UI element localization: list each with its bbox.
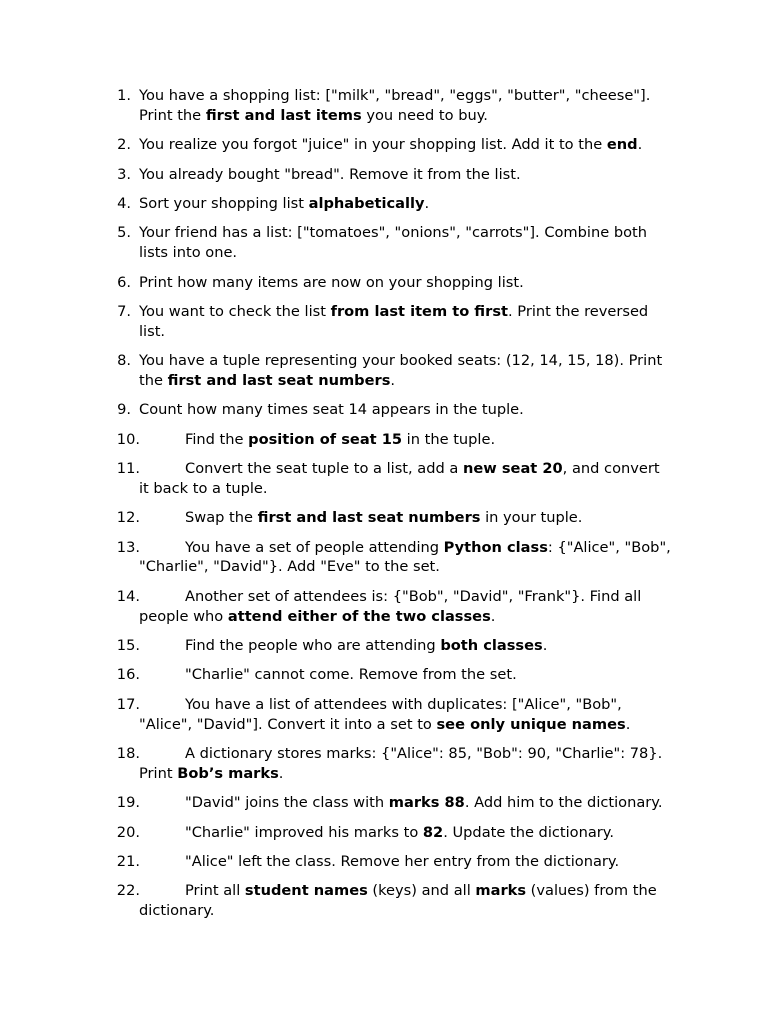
bold-text: new seat 20 <box>463 460 563 478</box>
item-text <box>139 431 495 448</box>
item-text <box>139 224 647 261</box>
item-text <box>139 824 614 841</box>
list-item <box>0 223 768 263</box>
text-run: . <box>424 194 430 212</box>
item-number: 17. <box>116 695 140 713</box>
text-run: "Alice" left the class. Remove her entry from the dictionary. <box>185 852 620 870</box>
text-run: . <box>625 715 631 733</box>
bold-text: marks 88 <box>388 794 465 812</box>
list-item <box>0 351 768 391</box>
text-run: Another set of attendees is: {"Bob", "David", "Frank"}. Find all people who <box>139 587 642 625</box>
item-number: 13. <box>116 538 140 556</box>
text-run: . <box>278 764 284 782</box>
text-run: Convert the seat tuple to a list, add a <box>185 460 464 478</box>
item-text <box>139 352 662 389</box>
text-run: You have a list of attendees with duplicates: ["Alice", "Bob", "Alice", "David"]. Convert it into a set to <box>139 695 622 733</box>
bold-text: attend either of the two classes <box>227 607 491 625</box>
item-text <box>139 460 660 497</box>
item-number: 12. <box>116 509 140 527</box>
text-run: You have a set of people attending <box>185 538 444 556</box>
item-text <box>139 274 524 291</box>
text-run: You want to check the list <box>139 302 331 320</box>
text-run: you need to buy. <box>361 106 488 124</box>
text-run: You have a shopping list: ["milk", "bread", "eggs", "butter", "cheese"]. Print the <box>139 87 651 124</box>
list-item <box>0 823 768 843</box>
text-run: in the tuple. <box>402 430 496 448</box>
text-run: (keys) and all <box>367 882 476 900</box>
item-number: 14. <box>116 587 140 605</box>
item-text <box>139 696 630 733</box>
list-item <box>0 881 768 921</box>
item-text <box>139 666 517 683</box>
list-item <box>0 852 768 872</box>
item-number: 3. <box>117 165 131 183</box>
item-number: 21. <box>116 852 140 870</box>
bold-text: student names <box>244 882 368 900</box>
bold-text: alphabetically <box>308 194 425 212</box>
list-item <box>0 273 768 293</box>
item-text <box>139 853 619 870</box>
item-text <box>139 539 671 576</box>
bold-text: position of seat 15 <box>248 430 403 448</box>
text-run: . Add him to the dictionary. <box>464 794 663 812</box>
list-item <box>0 538 768 578</box>
item-number: 8. <box>117 352 131 370</box>
bold-text: 82 <box>422 823 444 841</box>
item-text <box>139 637 547 654</box>
list-item <box>0 459 768 499</box>
list-item <box>0 665 768 685</box>
text-run: Find the people who are attending <box>185 637 441 655</box>
text-run: Count how many times seat 14 appears in the tuple. <box>139 401 524 419</box>
item-text <box>139 195 429 212</box>
item-number: 2. <box>117 136 131 154</box>
bold-text: from last item to first <box>330 302 508 320</box>
item-number: 5. <box>117 224 131 242</box>
list-item <box>0 165 768 185</box>
exercise-list <box>0 86 768 931</box>
bold-text: see only unique names <box>436 715 626 733</box>
bold-text: marks <box>475 882 527 900</box>
text-run: Swap the <box>185 509 258 527</box>
bold-text: both classes <box>440 637 543 655</box>
item-number: 20. <box>116 823 140 841</box>
item-number: 11. <box>116 460 140 478</box>
text-run: . <box>490 607 496 625</box>
item-number: 15. <box>116 637 140 655</box>
text-run: . Print the reversed list. <box>139 302 649 340</box>
item-text <box>139 401 524 418</box>
text-run: Find the <box>185 430 249 448</box>
text-run: You realize you forgot "juice" in your shopping list. Add it to the <box>139 136 607 154</box>
item-number: 16. <box>116 666 140 684</box>
text-run: . Update the dictionary. <box>443 823 614 841</box>
item-text <box>139 745 662 782</box>
text-run: Sort your shopping list <box>139 194 309 212</box>
list-item <box>0 744 768 784</box>
item-number: 6. <box>117 273 131 291</box>
list-item <box>0 400 768 420</box>
text-run: "Charlie" cannot come. Remove from the set. <box>185 666 517 684</box>
list-item <box>0 695 768 735</box>
item-number: 18. <box>116 745 140 763</box>
text-run: You have a tuple representing your booked seats: (12, 14, 15, 18). Print the <box>139 352 663 389</box>
list-item <box>0 430 768 450</box>
item-text <box>139 303 648 340</box>
item-number: 1. <box>117 87 131 104</box>
text-run: in your tuple. <box>480 509 583 527</box>
list-item <box>0 793 768 813</box>
text-run: . <box>637 136 643 154</box>
bold-text: first and last items <box>205 106 362 124</box>
list-item <box>0 587 768 627</box>
bold-text: end <box>606 136 638 154</box>
item-number: 10. <box>116 430 140 448</box>
item-number: 7. <box>117 302 131 320</box>
text-run: Print how many items are now on your shopping list. <box>139 273 524 291</box>
text-run: Print all <box>185 882 245 900</box>
bold-text: Bob’s marks <box>177 764 279 782</box>
list-item <box>0 194 768 214</box>
list-item <box>0 302 768 342</box>
list-item <box>0 508 768 528</box>
text-run: You already bought "bread". Remove it from the list. <box>139 165 521 183</box>
text-run: (values) from the dictionary. <box>139 882 657 920</box>
bold-text: first and last seat numbers <box>167 371 391 389</box>
text-run: . <box>542 637 548 655</box>
text-run: . <box>390 371 396 389</box>
item-text <box>139 166 521 183</box>
bold-text: Python class <box>443 538 548 556</box>
item-text <box>139 136 642 153</box>
item-text <box>139 87 650 124</box>
text-run: : {"Alice", "Bob", "Charlie", "David"}. Add "Eve" to the set. <box>139 538 671 576</box>
list-item <box>0 636 768 656</box>
list-item <box>0 86 768 126</box>
item-number: 19. <box>116 794 140 812</box>
item-text <box>139 794 663 811</box>
item-text <box>139 509 582 526</box>
text-run: A dictionary stores marks: {"Alice": 85, "Bob": 90, "Charlie": 78}. Print <box>139 745 663 782</box>
item-text <box>139 882 657 919</box>
text-run: Your friend has a list: ["tomatoes", "onions", "carrots"]. Combine both lists into one. <box>139 224 648 262</box>
item-number: 22. <box>116 882 140 900</box>
text-run: "David" joins the class with <box>185 794 389 812</box>
text-run: , and convert it back to a tuple. <box>139 460 660 497</box>
item-text <box>139 588 641 625</box>
text-run: "Charlie" improved his marks to <box>185 823 423 841</box>
bold-text: first and last seat numbers <box>257 509 481 527</box>
item-number: 4. <box>117 194 131 212</box>
item-number: 9. <box>117 401 131 419</box>
list-item <box>0 135 768 155</box>
